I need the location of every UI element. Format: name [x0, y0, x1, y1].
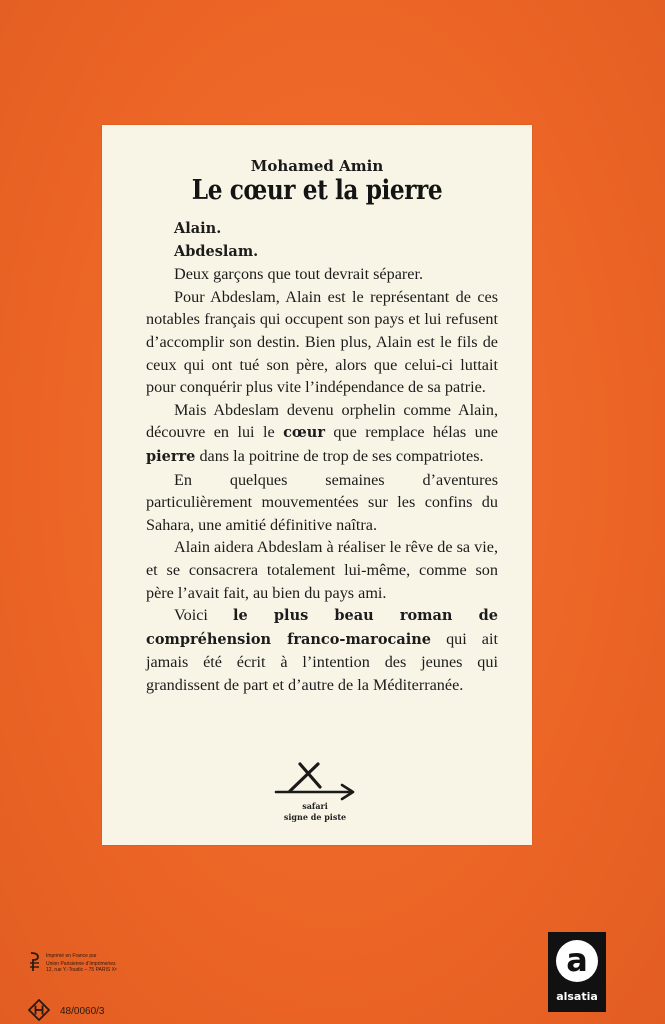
- blurb-line-abdeslam: Abdeslam.: [174, 242, 259, 260]
- publisher-name: alsatia: [556, 990, 598, 1003]
- publisher-logo: [548, 932, 606, 1012]
- blurb-emphasis-pierre: pierre: [146, 447, 196, 465]
- text-panel: [102, 125, 532, 845]
- track-sign-icon: [270, 761, 360, 803]
- catalog-reference: 48/0060/3: [60, 1006, 105, 1017]
- printer-line: Imprimé en France par: [46, 953, 97, 959]
- blurb-emphasis-roman: le plus beau roman de compréhension franco-marocaine: [146, 607, 498, 648]
- blurb-paragraph: Pour Abdeslam, Alain est le représentant de ces notables français qui occupent son pays et lui refusent d’accomplir son destin. Bien plus, Alain est le fils de ceux qui ont tué son père, alors que celui-ci luttait pour conquérir plus vite l’indépendance de sa patrie.: [146, 287, 498, 397]
- blurb-text: Mais Abdeslam devenu orphelin comme Alain, découvre en lui le: [146, 400, 498, 442]
- book-title: Le cœur et la pierre: [191, 175, 443, 206]
- author-name: Mohamed Amin: [250, 157, 384, 175]
- blurb-text: dans la poitrine de trop de ses compatriotes.: [195, 446, 484, 465]
- printer-imprint: [28, 951, 188, 981]
- blurb-line-alain: Alain.: [174, 220, 222, 237]
- printer-line: 12, rue Y.-Toudic – 75 PARIS Xᵉ: [46, 967, 117, 973]
- blurb-text: qui ait jamais été écrit à l’intention des jeunes qui grandissent de part et d’autre de la Méditerranée.: [146, 629, 498, 694]
- printer-emblem-icon: [28, 951, 42, 973]
- blurb-paragraph: [146, 399, 498, 469]
- publisher-logo-letter: a: [566, 941, 588, 979]
- blurb-paragraph: [146, 604, 498, 696]
- blurb: [146, 218, 498, 696]
- printer-line: Union Parisienne d’Imprimeries: [46, 961, 116, 967]
- publisher-h-emblem-icon: [28, 999, 50, 1021]
- blurb-paragraph: Deux garçons que tout devrait séparer.: [174, 265, 424, 284]
- publisher-logo-circle: [556, 940, 598, 982]
- blurb-paragraph: En quelques semaines d’aventures particulièrement mouvementées sur les confins du Sahara, une amitié définitive naîtra.: [146, 470, 498, 534]
- blurb-text: Voici: [174, 606, 234, 625]
- collection-name: safari: [302, 801, 328, 811]
- blurb-text: que remplace hélas une: [324, 423, 498, 442]
- blurb-paragraph: Alain aidera Abdeslam à réaliser le rêve de sa vie, et se consacrera totalement lui-même, comme son père l’avait fait, au bien du pays ami.: [146, 538, 498, 602]
- blurb-emphasis-coeur: cœur: [283, 424, 325, 442]
- safari-logo: [270, 761, 360, 831]
- collection-subtitle: signe de piste: [283, 812, 347, 822]
